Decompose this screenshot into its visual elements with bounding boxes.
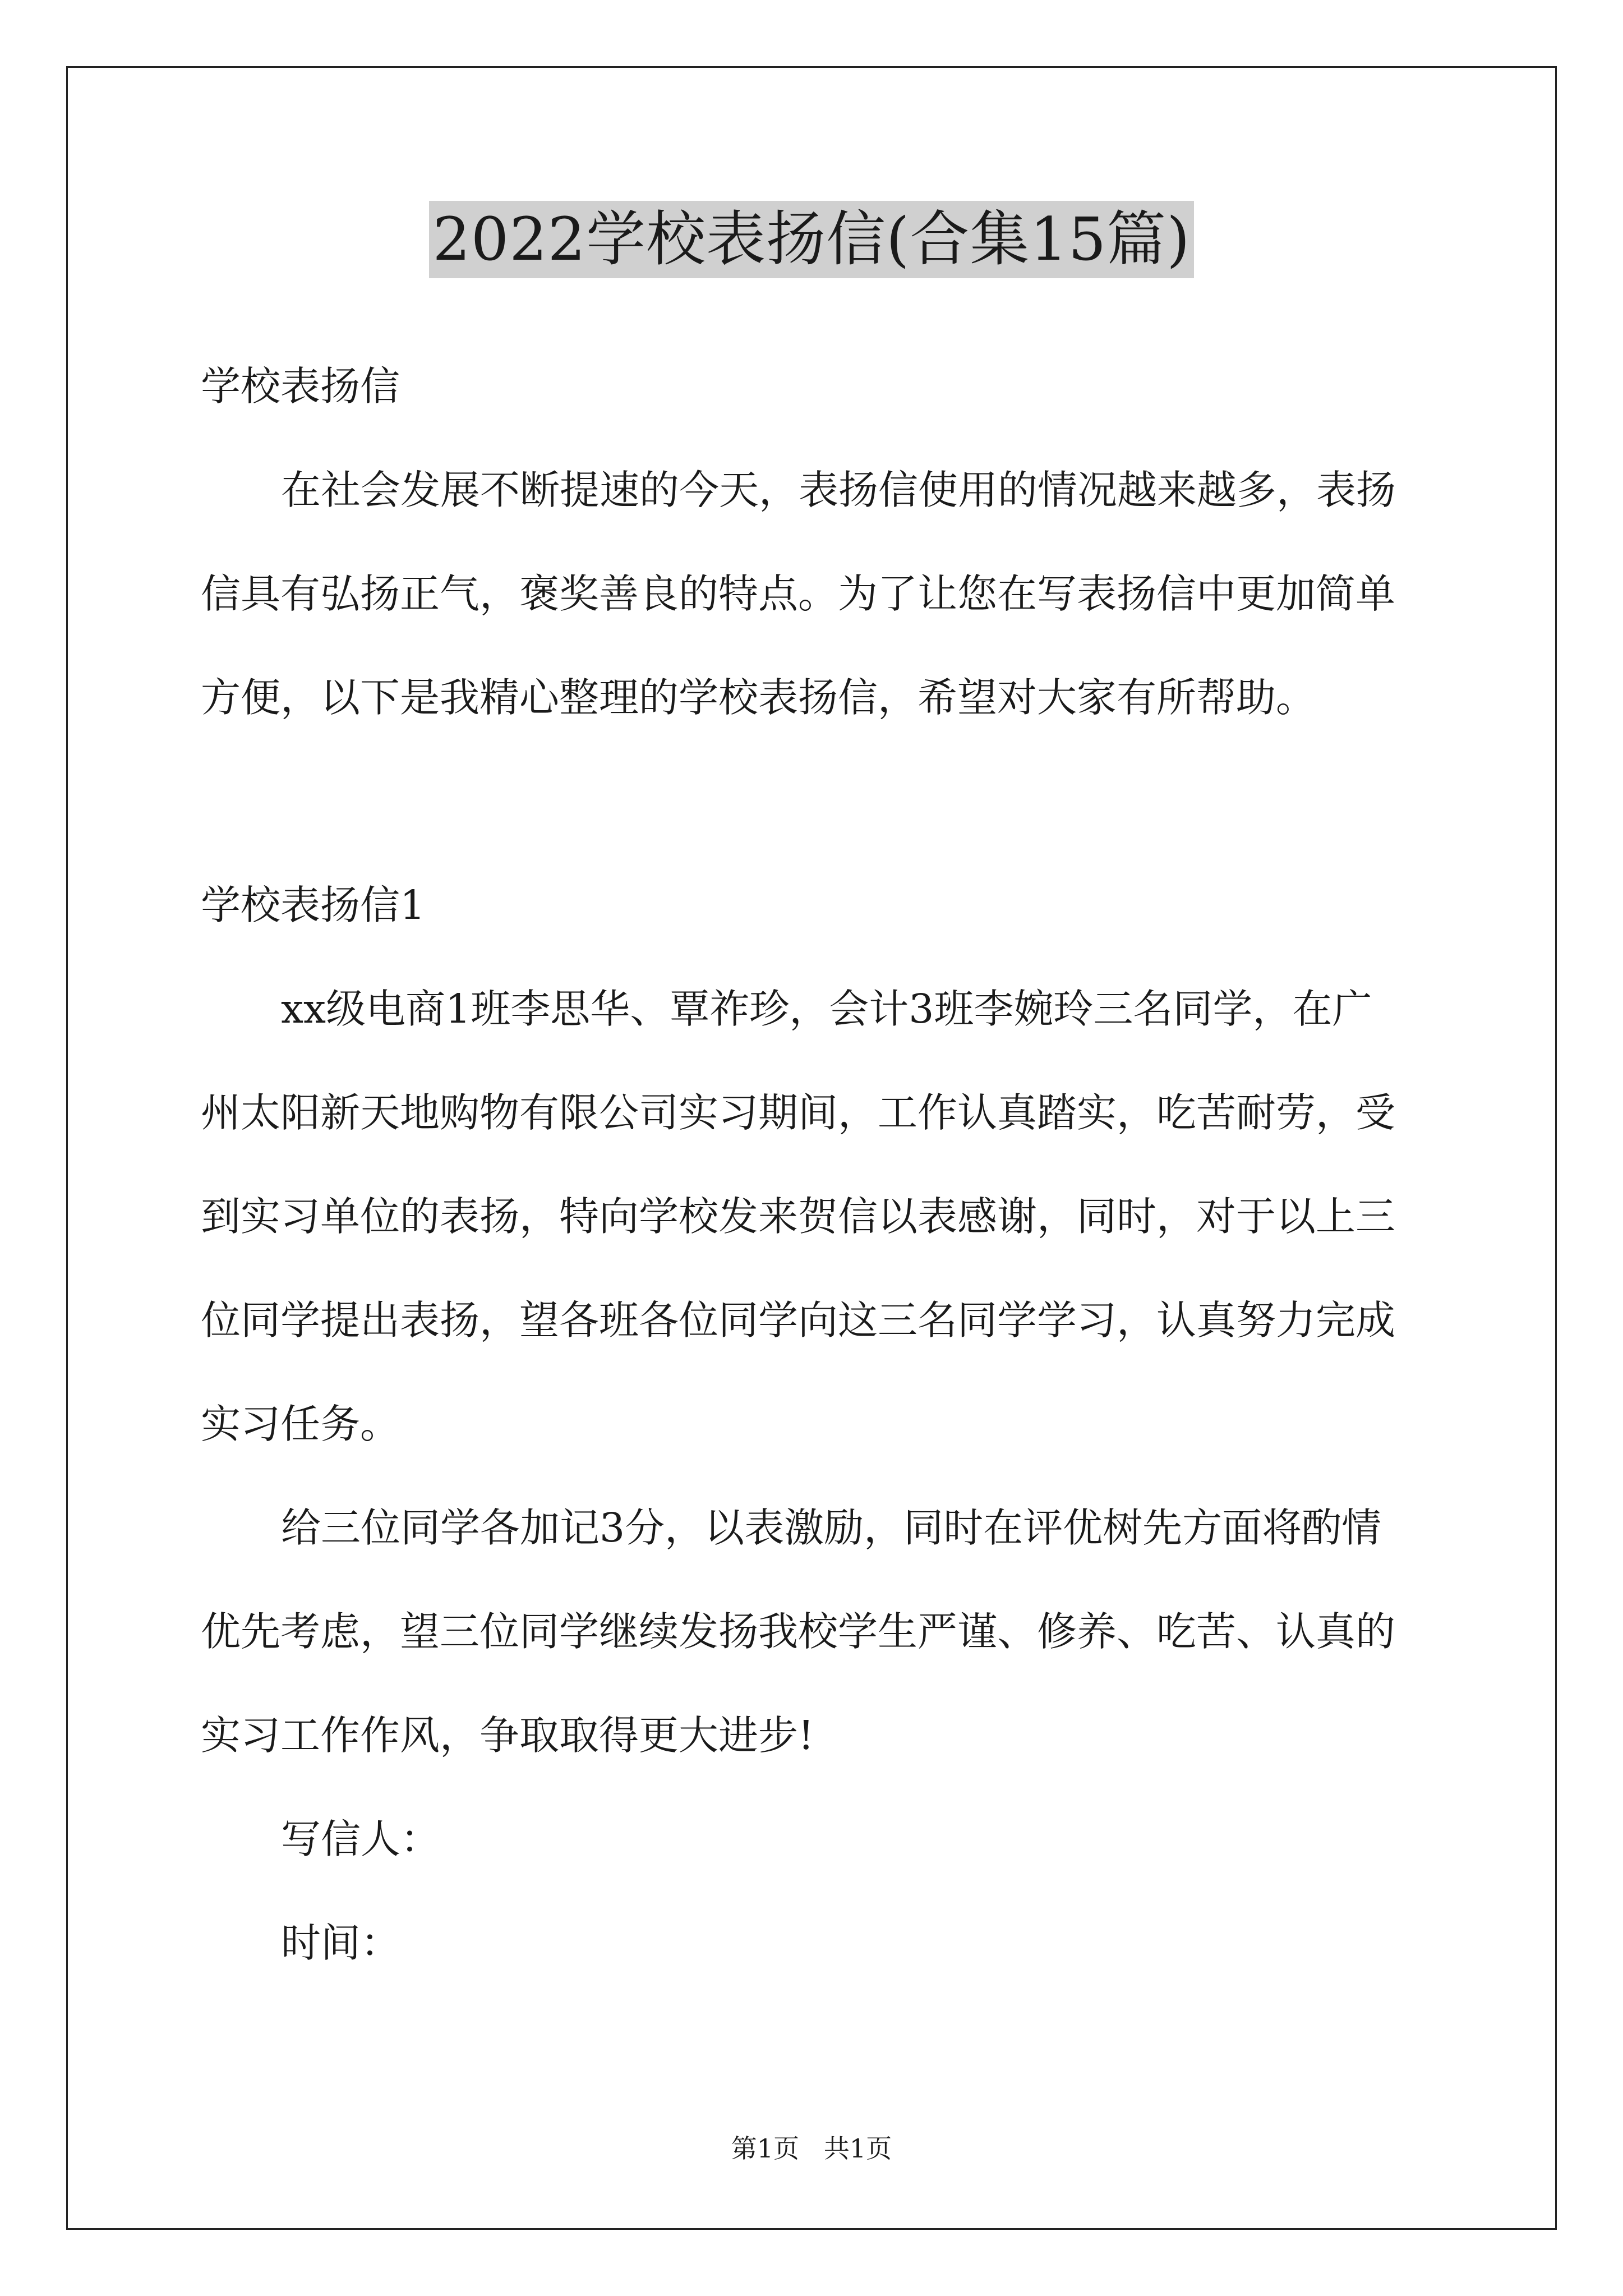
section1-para1-line: 位同学提出表扬，望各班各位同学向这三名同学学习，认真努力完成 xyxy=(201,1297,1396,1343)
section1-para1-line: 实习任务。 xyxy=(201,1401,400,1447)
page-footer: 第1页 共1页 xyxy=(731,2133,892,2164)
section1-para2-line: 实习工作作风，争取取得更大进步! xyxy=(201,1712,814,1759)
writer-label: 写信人： xyxy=(281,1816,441,1862)
section1-para2-line: 优先考虑，望三位同学继续发扬我校学生严谨、修养、吃苦、认真的 xyxy=(201,1608,1396,1655)
intro-heading: 学校表扬信 xyxy=(201,363,400,409)
section1-para1-line: 州太阳新天地购物有限公司实习期间，工作认真踏实，吃苦耐劳，受 xyxy=(201,1089,1396,1136)
section1-para1-line: 到实习单位的表扬，特向学校发来贺信以表感谢，同时，对于以上三 xyxy=(201,1193,1396,1240)
title-container xyxy=(0,201,1623,278)
intro-line: 在社会发展不断提速的今天，表扬信使用的情况越来越多，表扬 xyxy=(281,467,1396,513)
document-body xyxy=(201,334,1435,1995)
section1-heading: 学校表扬信1 xyxy=(201,882,426,928)
section-gap xyxy=(201,749,1435,853)
time-label: 时间： xyxy=(281,1920,401,1966)
intro-line: 信具有弘扬正气，褒奖善良的特点。为了让您在写表扬信中更加简单 xyxy=(201,570,1396,617)
section1-para1-line: xx级电商1班李思华、覃祚珍，会计3班李婉玲三名同学，在广 xyxy=(281,986,1372,1032)
intro-line: 方便，以下是我精心整理的学校表扬信，希望对大家有所帮助。 xyxy=(201,674,1316,721)
section1-para2-line: 给三位同学各加记3分，以表激励，同时在评优树先方面将酌情 xyxy=(281,1504,1382,1551)
document-title: 2022学校表扬信(合集15篇) xyxy=(429,201,1193,278)
